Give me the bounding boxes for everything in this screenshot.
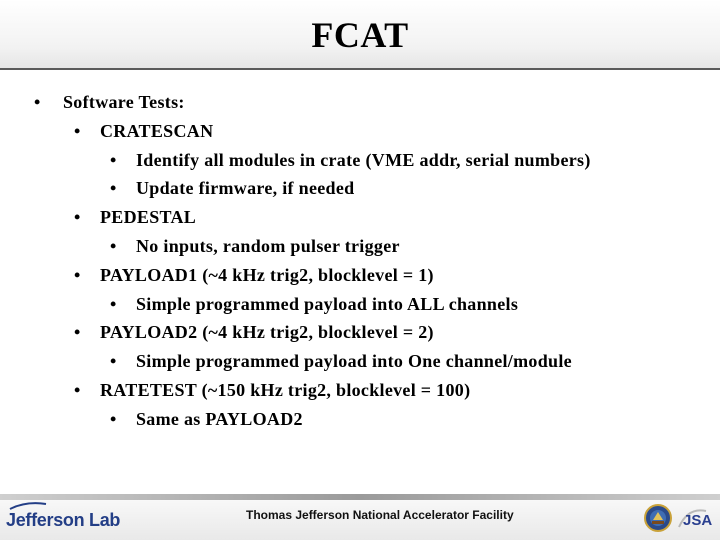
- bullet-item: PEDESTAL: [100, 207, 197, 227]
- bullet-item: No inputs, random pulser trigger: [136, 236, 400, 256]
- bullet-item: CRATESCAN: [100, 121, 214, 141]
- jsa-logo-icon: [676, 505, 718, 533]
- bullet: •: [110, 351, 117, 371]
- bullet: •: [74, 207, 81, 227]
- title-divider: [0, 68, 720, 70]
- bullet: •: [74, 380, 81, 400]
- footer-divider: [0, 494, 720, 500]
- bullet-item: PAYLOAD2 (~4 kHz trig2, blocklevel = 2): [100, 322, 434, 342]
- bullet: •: [110, 236, 117, 256]
- bullet-item: Simple programmed payload into One channel/module: [136, 351, 572, 371]
- bullet: •: [74, 121, 81, 141]
- bullet-item: Software Tests:: [63, 92, 185, 112]
- bullet-item: RATETEST (~150 kHz trig2, blocklevel = 100): [100, 380, 471, 400]
- svg-text:JSA: JSA: [683, 512, 713, 529]
- bullet-item: Same as PAYLOAD2: [136, 409, 303, 429]
- bullet-item: Identify all modules in crate (VME addr, serial numbers): [136, 150, 591, 170]
- bullet-item: PAYLOAD1 (~4 kHz trig2, blocklevel = 1): [100, 265, 434, 285]
- bullet: •: [74, 322, 81, 342]
- bullet: •: [110, 409, 117, 429]
- bullet-item: Update firmware, if needed: [136, 178, 355, 198]
- jefferson-lab-logo: Jefferson Lab: [6, 510, 121, 530]
- bullet: •: [74, 265, 81, 285]
- bullet: •: [34, 92, 41, 112]
- facility-name: Thomas Jefferson National Accelerator Facility: [246, 508, 514, 522]
- bullet-item: Simple programmed payload into ALL channels: [136, 294, 519, 314]
- doe-seal-icon: [644, 504, 672, 532]
- bullet: •: [110, 294, 117, 314]
- slide-title: FCAT: [311, 15, 409, 55]
- bullet: •: [110, 150, 117, 170]
- bullet: •: [110, 178, 117, 198]
